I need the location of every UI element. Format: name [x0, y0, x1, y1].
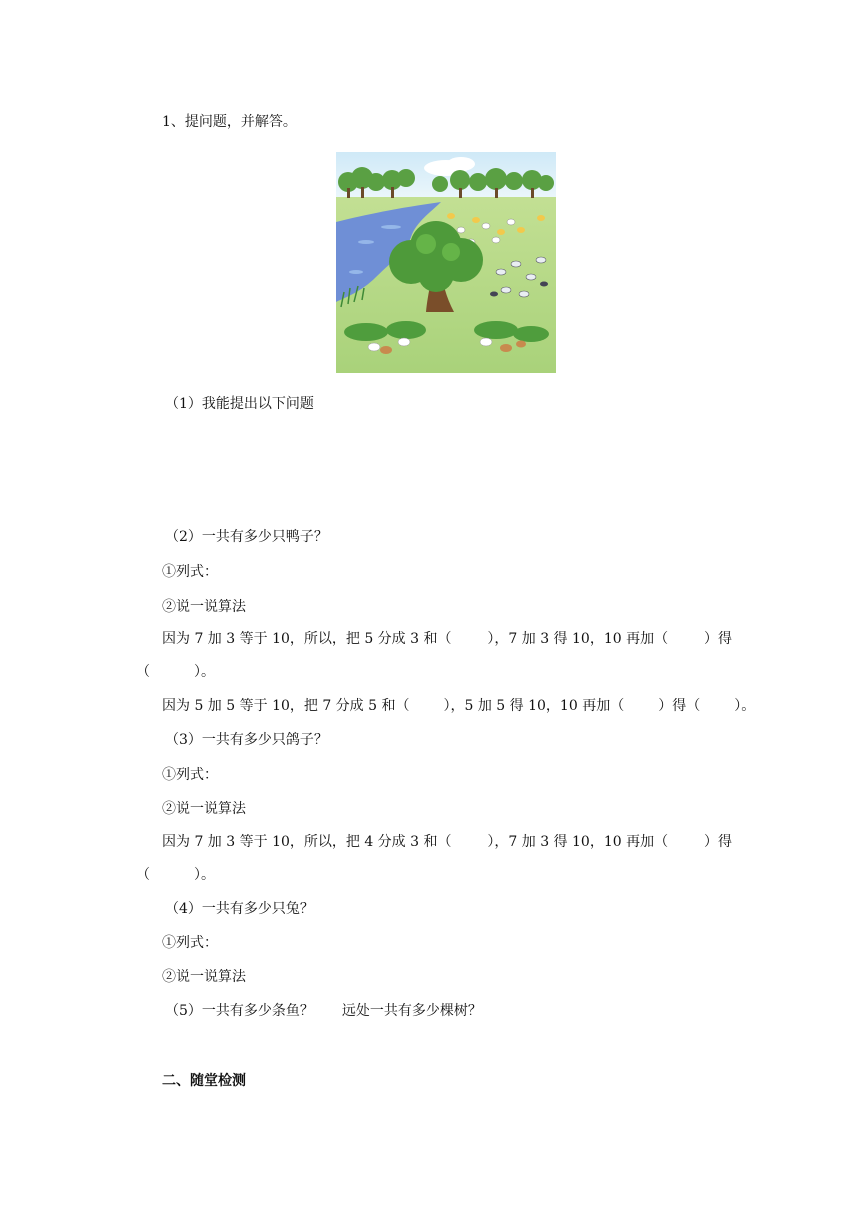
question-2-formula: ①列式： — [162, 564, 218, 580]
exercise-title: 1、提问题，并解答。 — [162, 114, 297, 130]
question-5 — [165, 1001, 482, 1021]
q2-line2-part-d: ）。 — [734, 698, 756, 714]
q3-line1-part-a: 因为 7 加 3 等于 10，所以，把 4 分成 3 和（ — [162, 834, 452, 850]
scene-svg — [336, 152, 556, 373]
section-2-heading: 二、随堂检测 — [162, 1073, 246, 1089]
question-2-method-line-2 — [162, 696, 755, 716]
q2-line2-part-c: ）得（ — [658, 698, 701, 714]
question-3-method: ②说一说算法 — [162, 801, 246, 817]
question-3-title: （3）一共有多少只鸽子？ — [165, 732, 328, 748]
question-2-title: （2）一共有多少只鸭子？ — [165, 529, 328, 545]
scene-illustration — [336, 152, 556, 373]
q3-line1-part-e: ）。 — [194, 867, 215, 883]
q3-line1-part-b: ），7 加 3 得 10，10 再加（ — [487, 834, 669, 850]
question-5-part-b: 远处一共有多少棵树？ — [341, 1003, 482, 1019]
question-4-method: ②说一说算法 — [162, 969, 246, 985]
q2-line1-part-c: ）得 — [703, 631, 732, 647]
question-3-method-line-1 — [162, 832, 732, 852]
question-3-formula: ①列式： — [162, 767, 218, 783]
q2-line1-part-e: ）。 — [194, 664, 215, 680]
question-4-formula: ①列式： — [162, 935, 218, 951]
q3-line1-part-c: ）得 — [703, 834, 732, 850]
question-2-method-line-1 — [162, 629, 732, 649]
q2-line1-part-a: 因为 7 加 3 等于 10，所以，把 5 分成 3 和（ — [162, 631, 452, 647]
question-3-method-line-1-cont — [136, 865, 215, 885]
question-5-part-a: （5）一共有多少条鱼？ — [165, 1003, 314, 1019]
question-1: （1）我能提出以下问题 — [165, 396, 314, 412]
q2-line1-part-b: ），7 加 3 得 10，10 再加（ — [487, 631, 669, 647]
q3-line1-part-d: （ — [136, 867, 150, 883]
q2-line2-part-a: 因为 5 加 5 等于 10，把 7 分成 5 和（ — [162, 698, 410, 714]
question-2-method: ②说一说算法 — [162, 599, 246, 615]
q2-line2-part-b: ），5 加 5 得 10，10 再加（ — [443, 698, 625, 714]
q2-line1-part-d: （ — [136, 664, 150, 680]
question-2-method-line-1-cont — [136, 662, 215, 682]
question-4-title: （4）一共有多少只兔？ — [165, 901, 314, 917]
